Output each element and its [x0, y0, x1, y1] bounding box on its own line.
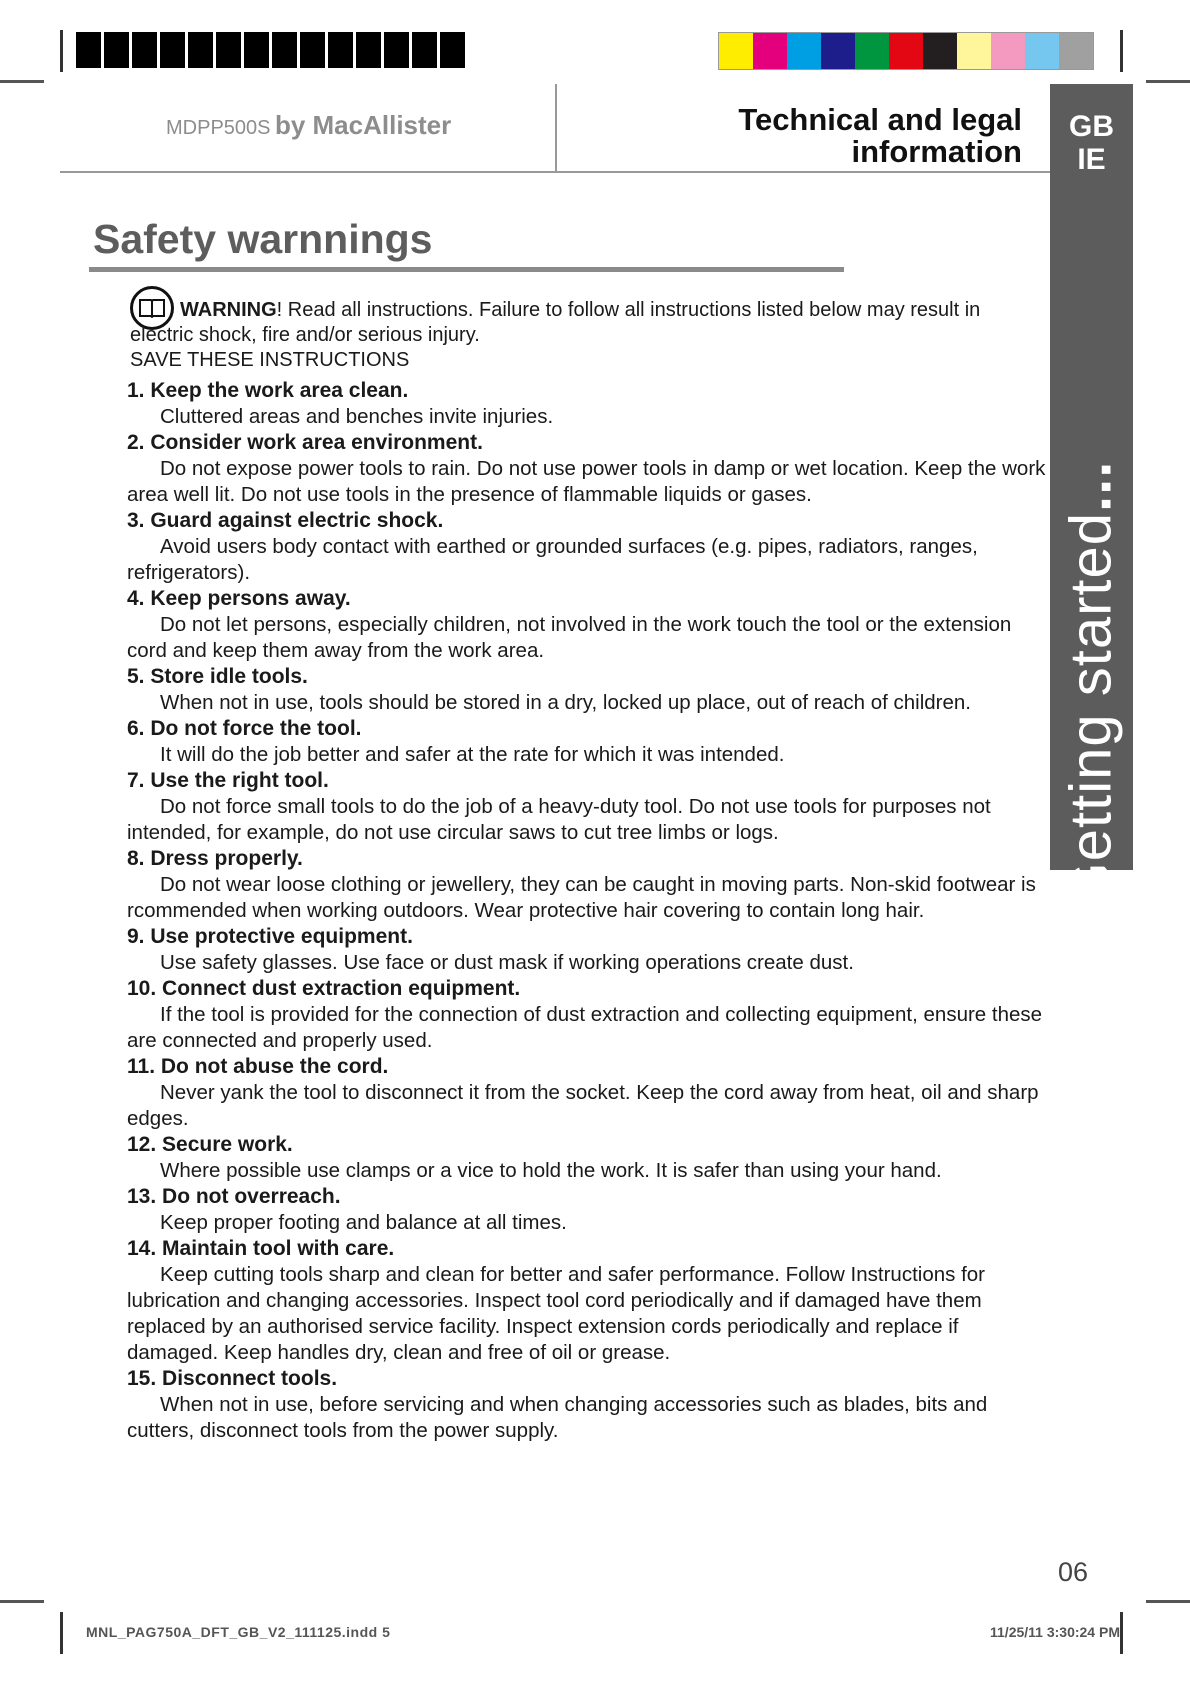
color-swatch — [1025, 33, 1059, 69]
safety-list — [127, 378, 1047, 1444]
crop-mark — [0, 80, 44, 83]
safety-item — [127, 664, 1047, 716]
crop-mark — [60, 1612, 63, 1654]
safety-item-heading: 8. Dress properly. — [127, 847, 303, 870]
color-calibration-bar — [718, 32, 1094, 70]
brand-header — [166, 110, 451, 141]
section-rule — [89, 267, 844, 272]
safety-item-text: When not in use, tools should be stored in a dry, locked up place, out of reach of children. — [160, 691, 971, 714]
safety-item-heading: 11. Do not abuse the cord. — [127, 1055, 389, 1078]
page-number: 06 — [1057, 1557, 1088, 1587]
save-instructions: SAVE THESE INSTRUCTIONS — [130, 349, 410, 371]
safety-item-text: Do not force small tools to do the job of a heavy-duty tool. Do not use tools for purposes not intended, for example, do not use circular saws to cut tree limbs or logs. — [127, 795, 991, 844]
language-codes: GB IE — [1069, 110, 1114, 176]
crop-mark — [1146, 1600, 1190, 1603]
safety-item — [127, 1184, 1047, 1236]
safety-item-heading: 2. Consider work area environment. — [127, 431, 483, 454]
safety-item — [127, 768, 1047, 846]
warning-label: WARNING — [180, 299, 277, 321]
safety-item-heading: 7. Use the right tool. — [127, 769, 329, 792]
safety-item-text: Do not expose power tools to rain. Do not use power tools in damp or wet location. Keep the work area well lit. Do not use tools in the presence of flammable liquids or gases. — [127, 457, 1046, 506]
page-title: Technical and legal information — [738, 102, 1022, 169]
chapter-side-tab — [1050, 84, 1133, 908]
color-swatch — [855, 33, 889, 69]
safety-item — [127, 1054, 1047, 1132]
crop-mark — [0, 1600, 44, 1603]
safety-item-heading: 10. Connect dust extraction equipment. — [127, 977, 521, 1000]
chapter-label: Getting started... — [1058, 460, 1124, 908]
crop-mark — [60, 30, 63, 72]
warning-notice: WARNING! Read all instructions. Failure to follow all instructions listed below may result in electric shock, fire and/or serious injury. SAVE THESE INSTRUCTIONS — [130, 298, 1030, 373]
safety-item-text: Never yank the tool to disconnect it from the socket. Keep the cord away from heat, oil and sharp edges. — [127, 1081, 1039, 1130]
color-swatch — [889, 33, 923, 69]
model-number: MDPP500S — [166, 117, 271, 139]
safety-item-text: Avoid users body contact with earthed or grounded surfaces (e.g. pipes, radiators, ranges, refrigerators). — [127, 535, 978, 584]
color-swatch — [787, 33, 821, 69]
print-timestamp: 11/25/11 3:30:24 PM — [990, 1624, 1120, 1640]
color-swatch — [1059, 33, 1093, 69]
safety-item-heading: 3. Guard against electric shock. — [127, 509, 444, 532]
safety-item — [127, 430, 1047, 508]
safety-item-text: Use safety glasses. Use face or dust mask if working operations create dust. — [160, 951, 854, 974]
safety-item — [127, 976, 1047, 1054]
safety-item-heading: 9. Use protective equipment. — [127, 925, 413, 948]
safety-item-text: Keep proper footing and balance at all times. — [160, 1211, 567, 1234]
header-rule — [60, 171, 1053, 173]
safety-item — [127, 716, 1047, 768]
safety-item-text: When not in use, before servicing and when changing accessories such as blades, bits and cutters, disconnect tools from the power supply. — [127, 1393, 988, 1442]
crop-mark — [1120, 1612, 1123, 1654]
safety-item-heading: 4. Keep persons away. — [127, 587, 351, 610]
safety-item — [127, 1236, 1047, 1366]
color-swatch — [957, 33, 991, 69]
safety-item-heading: 1. Keep the work area clean. — [127, 379, 409, 402]
color-swatch — [923, 33, 957, 69]
safety-item-text: If the tool is provided for the connection of dust extraction and collecting equipment, ensure these are connected and properly used. — [127, 1003, 1043, 1052]
safety-item-heading: 15. Disconnect tools. — [127, 1367, 338, 1390]
color-swatch — [991, 33, 1025, 69]
safety-item — [127, 508, 1047, 586]
section-title: Safety warnnings — [93, 216, 433, 262]
registration-bar — [76, 32, 468, 68]
safety-item-text: Do not let persons, especially children, not involved in the work touch the tool or the extension cord and keep them away from the work area. — [127, 613, 1012, 662]
safety-item — [127, 1132, 1047, 1184]
safety-item — [127, 924, 1047, 976]
crop-mark — [1146, 80, 1190, 83]
safety-item-text: Do not wear loose clothing or jewellery, they can be caught in moving parts. Non-skid footwear is rcommended when working outdoors. Wear protective hair covering to contain long hair. — [127, 873, 1036, 922]
safety-item — [127, 586, 1047, 664]
safety-item-heading: 6. Do not force the tool. — [127, 717, 362, 740]
brand-name: by MacAllister — [274, 110, 452, 140]
safety-item-text: Keep cutting tools sharp and clean for better and safer performance. Follow Instructions for lubrication and changing accessories. Inspect tool cord periodically and if damaged have them replaced by an authorised service facility. Inspect extension cords periodically and replace if damaged. Keep handles dry, clean and free of oil or grease. — [127, 1263, 985, 1364]
safety-item-text: It will do the job better and safer at the rate for which it was intended. — [160, 743, 785, 766]
safety-item-text: Cluttered areas and benches invite injuries. — [160, 405, 554, 428]
color-swatch — [719, 33, 753, 69]
safety-item-heading: 13. Do not overreach. — [127, 1185, 341, 1208]
safety-item — [127, 378, 1047, 430]
print-file-name: MNL_PAG750A_DFT_GB_V2_111125.indd 5 — [86, 1624, 391, 1640]
crop-mark — [1120, 30, 1123, 72]
safety-item-heading: 5. Store idle tools. — [127, 665, 308, 688]
safety-item-heading: 14. Maintain tool with care. — [127, 1237, 395, 1260]
color-swatch — [821, 33, 855, 69]
safety-item-heading: 12. Secure work. — [127, 1133, 293, 1156]
safety-item — [127, 1366, 1047, 1444]
header-divider — [555, 84, 557, 172]
safety-item-text: Where possible use clamps or a vice to hold the work. It is safer than using your hand. — [160, 1159, 942, 1182]
color-swatch — [753, 33, 787, 69]
safety-item — [127, 846, 1047, 924]
